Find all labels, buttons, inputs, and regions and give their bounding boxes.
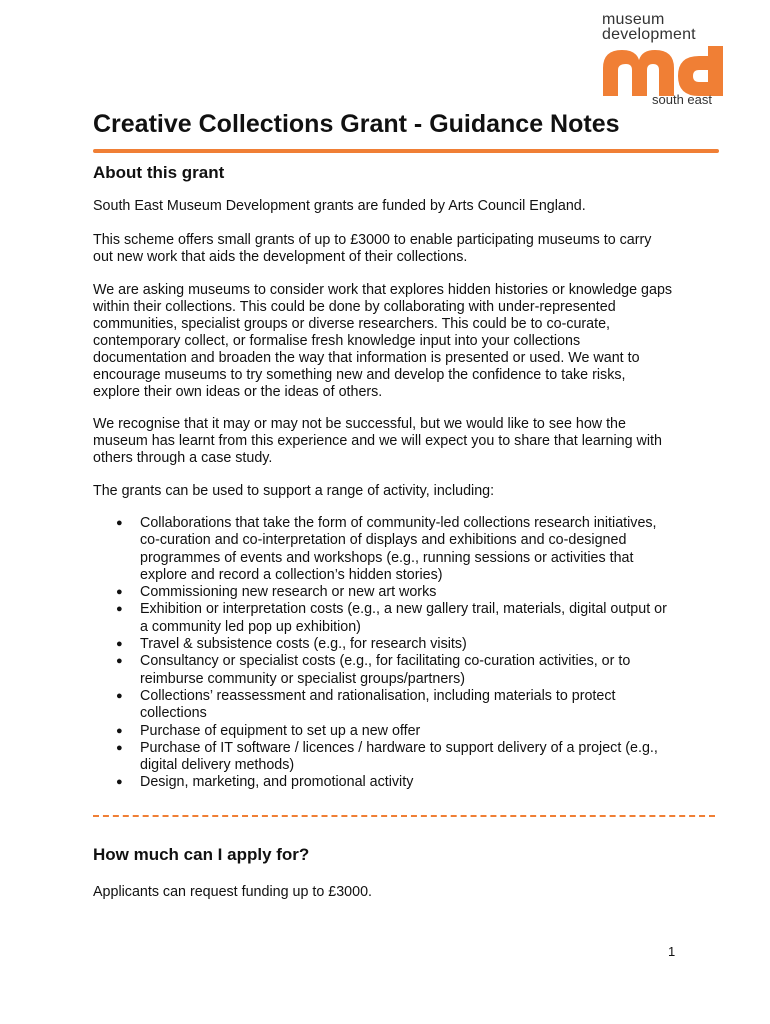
text-line: South East Museum Development grants are funded by Arts Council England. [93, 198, 586, 214]
bullet-icon: ● [116, 586, 123, 599]
md-logo-mark [602, 46, 726, 96]
text-line: Consultancy or specialist costs (e.g., for facilitating co-curation activities, or to [140, 653, 631, 670]
bullet-icon: ● [116, 689, 123, 702]
bullet-icon: ● [116, 638, 123, 651]
text-line: explore and record a collection’s hidden stories) [140, 566, 443, 583]
title-underline [93, 149, 719, 153]
logo-text-development: development [602, 26, 696, 43]
text-line: co-curation and co-interpretation of displays and exhibitions and co-designed [140, 532, 627, 549]
list-item [93, 653, 743, 688]
list-item [93, 688, 743, 723]
text-line: Exhibition or interpretation costs (e.g., a new gallery trail, materials, digital output or [140, 601, 667, 618]
text-line: communities, specialist groups or diverse researchers. This could be to co-curate, [93, 316, 611, 332]
list-item [93, 601, 743, 636]
text-line: programmes of events and workshops (e.g., running sessions or activities that [140, 549, 634, 566]
text-line: out new work that aids the development of their collections. [93, 249, 468, 265]
section-divider [93, 815, 715, 817]
bullet-icon: ● [116, 724, 123, 737]
list-item [93, 636, 743, 653]
about-heading: About this grant [93, 163, 225, 182]
list-item [93, 515, 743, 584]
apply-paragraph-1 [93, 884, 733, 901]
about-paragraph-1 [93, 198, 733, 215]
text-line: within their collections. This could be done by collaborating with under-represented [93, 299, 616, 315]
bullet-icon: ● [116, 603, 123, 616]
text-line: contemporary collect, or formalise fresh knowledge input into your collections [93, 333, 581, 349]
text-line: Applicants can request funding up to £3000. [93, 884, 372, 900]
list-item [93, 723, 743, 740]
text-line: explore their own ideas or the ideas of others. [93, 384, 383, 400]
logo-text-south-east: south east [652, 92, 712, 107]
text-line: Commissioning new research or new art works [140, 584, 437, 601]
text-line: We are asking museums to consider work that explores hidden histories or knowledge gaps [93, 282, 673, 298]
about-paragraph-3 [93, 282, 733, 401]
bullet-icon: ● [116, 741, 123, 754]
text-line: Travel & subsistence costs (e.g., for research visits) [140, 636, 467, 653]
apply-heading: How much can I apply for? [93, 845, 310, 864]
about-paragraph-5 [93, 483, 733, 500]
text-line: Collections’ reassessment and rationalisation, including materials to protect [140, 687, 616, 704]
text-line: a community led pop up exhibition) [140, 618, 361, 635]
page-title: Creative Collections Grant - Guidance Notes [93, 110, 620, 138]
list-item [93, 774, 743, 791]
text-line: reimburse community or specialist groups/partners) [140, 670, 465, 687]
list-item [93, 584, 743, 601]
about-paragraph-2 [93, 232, 733, 266]
text-line: others through a case study. [93, 450, 273, 466]
text-line: Purchase of IT software / licences / hardware to support delivery of a project (e.g., [140, 739, 658, 756]
text-line: Design, marketing, and promotional activity [140, 774, 414, 791]
bullet-icon: ● [116, 776, 123, 789]
page-number: 1 [668, 944, 676, 959]
bullet-icon: ● [116, 655, 123, 668]
text-line: This scheme offers small grants of up to £3000 to enable participating museums to carry [93, 232, 652, 248]
logo-text-museum: museum [602, 11, 665, 28]
text-line: Purchase of equipment to set up a new offer [140, 722, 421, 739]
text-line: We recognise that it may or may not be successful, but we would like to see how the [93, 416, 626, 432]
text-line: Collaborations that take the form of community-led collections research initiatives, [140, 515, 657, 531]
text-line: museum has learnt from this experience and we will expect you to share that learning with [93, 433, 662, 449]
text-line: digital delivery methods) [140, 757, 295, 774]
text-line: documentation and broaden the way that information is presented or used. We want to [93, 350, 640, 366]
bullet-icon: ● [116, 517, 123, 529]
text-line: encourage museums to try something new and develop the confidence to take risks, [93, 367, 626, 383]
about-paragraph-4 [93, 416, 733, 467]
text-line: The grants can be used to support a range of activity, including: [93, 483, 495, 499]
activity-bullet-list [93, 515, 743, 792]
museum-development-logo [602, 10, 732, 106]
list-item [93, 740, 743, 775]
text-line: collections [140, 705, 207, 722]
